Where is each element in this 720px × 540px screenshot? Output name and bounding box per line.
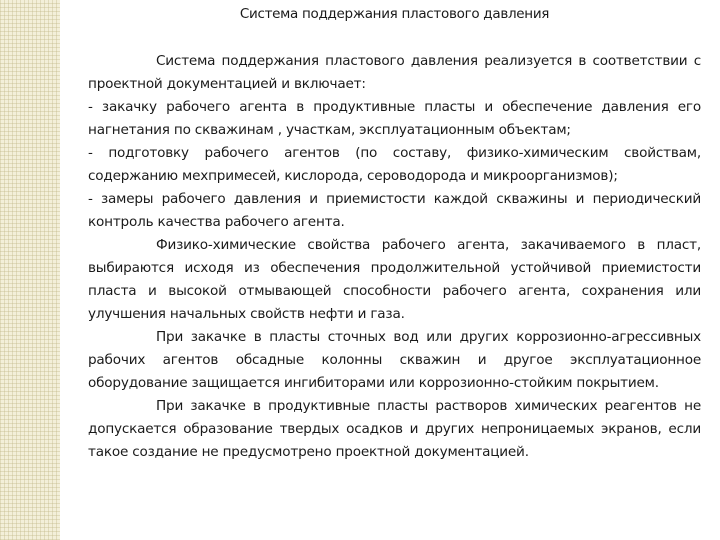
paragraph-properties: Физико-химические свойства рабочего агента, закачиваемого в пласт, выбираются исходя из обеспечения продолжительной устойчивой приемистости пласта и высокой отмывающей способности рабочего агента, сохранения или улучшения начальных свойств нефти и газа. (88, 237, 701, 322)
slide-content (88, 4, 701, 464)
list-item-preparation: - подготовку рабочего агентов (по составу, физико-химическим свойствам, содержанию мехпримесей, кислорода, сероводорода и микроорганизмов); (88, 145, 701, 184)
list-item-measurements: - замеры рабочего давления и приемистости каждой скважины и периодический контроль качества рабочего агента. (88, 191, 701, 230)
decorative-side-strip (0, 0, 60, 540)
paragraph-reagents: При закачке в продуктивные пласты растворов химических реагентов не допускается образование твердых осадков и других непроницаемых экранов, если такое создание не предусмотрено проектной документацией. (88, 398, 701, 460)
slide-title: Система поддержания пластового давления (239, 6, 550, 22)
paragraph-corrosion: При закачке в пласты сточных вод или других коррозионно-агрессивных рабочих агентов обсадные колонны скважин и другое эксплуатационное оборудование защищается ингибиторами или коррозионно-стойким покрытием. (88, 329, 701, 391)
paragraph-intro: Система поддержания пластового давления реализуется в соответствии с проектной документацией и включает: (88, 53, 701, 92)
list-item-injection: - закачку рабочего агента в продуктивные пласты и обеспечение давления его нагнетания по скважинам , участкам, эксплуатационным объектам; (88, 99, 701, 138)
